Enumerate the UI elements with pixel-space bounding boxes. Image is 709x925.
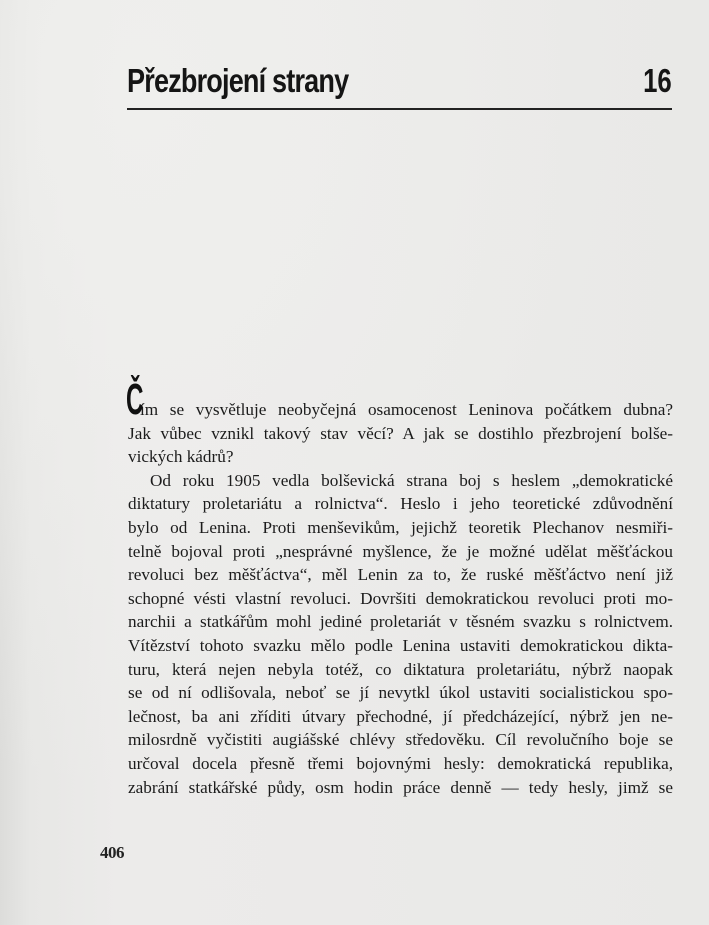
paragraph-2-line-4: telně bojoval proti „nesprávné myšlence, že je možné udělat měšťáckou <box>128 541 673 561</box>
paragraph-2-line-5: revoluci bez měšťáctva“, měl Lenin za to, že ruské měšťáctvo není již <box>128 565 673 585</box>
paragraph-2-line-13: určoval docela přesně třemi bojovnými hesly: demokratická republika, <box>128 753 673 773</box>
paragraph-2-line-9: turu, která nejen nebyla totéž, co diktatura proletariátu, nýbrž naopak <box>128 659 673 679</box>
chapter-title: Přezbrojení strany <box>127 62 349 99</box>
paragraph-2-line-10: se od ní odlišovala, neboť se jí nevytkl úkol ustaviti socialistickou spo- <box>128 683 673 703</box>
chapter-number: 16 <box>643 62 672 99</box>
paragraph-2-line-1: Od roku 1905 vedla bolševická strana boj s heslem „demokratické <box>150 470 673 490</box>
body-text <box>126 375 673 799</box>
paragraph-2-line-6: schopné vésti vlastní revoluci. Dovršiti demokratickou revoluci proti mo- <box>128 588 673 608</box>
paragraph-2-line-14: zabrání statkářské půdy, osm hodin práce denně — tedy hesly, jimž se <box>128 777 673 797</box>
paragraph-1-line-2: Jak vůbec vznikl takový stav věcí? A jak se dostihlo přezbrojení bolše- <box>128 423 673 443</box>
paragraph-1-line-3: vických kádrů? <box>128 447 234 467</box>
paragraph-2-line-3: bylo od Lenina. Proti menševikům, jejichž teoretik Plechanov nesmiři- <box>128 517 673 537</box>
paragraph-2-line-2: diktatury proletariátu a rolnictva“. Heslo i jeho teoretické zdůvodnění <box>128 494 673 514</box>
paragraph-2-line-7: narchii a statkářům mohl jediné proletariát v těsném svazku s rolnictvem. <box>128 612 673 632</box>
chapter-header <box>127 60 672 110</box>
paragraph-2-line-12: milosrdně vyčistiti augiášské chlévy středověku. Cíl revolučního boje se <box>128 730 673 750</box>
drop-cap: Č <box>126 375 144 424</box>
paragraph-1-line-1 <box>126 375 673 424</box>
line-text: ím se vysvětluje neobyčejná osamocenost Leninova počátkem dubna? <box>140 400 673 419</box>
paragraph-2-line-8: Vítězství tohoto svazku mělo podle Lenina ustaviti demokratickou dikta- <box>128 635 673 655</box>
paragraph-2-line-11: lečnost, ba ani zříditi útvary přechodné, jí předcházející, nýbrž jen ne- <box>128 706 673 726</box>
page-number: 406 <box>100 843 124 862</box>
